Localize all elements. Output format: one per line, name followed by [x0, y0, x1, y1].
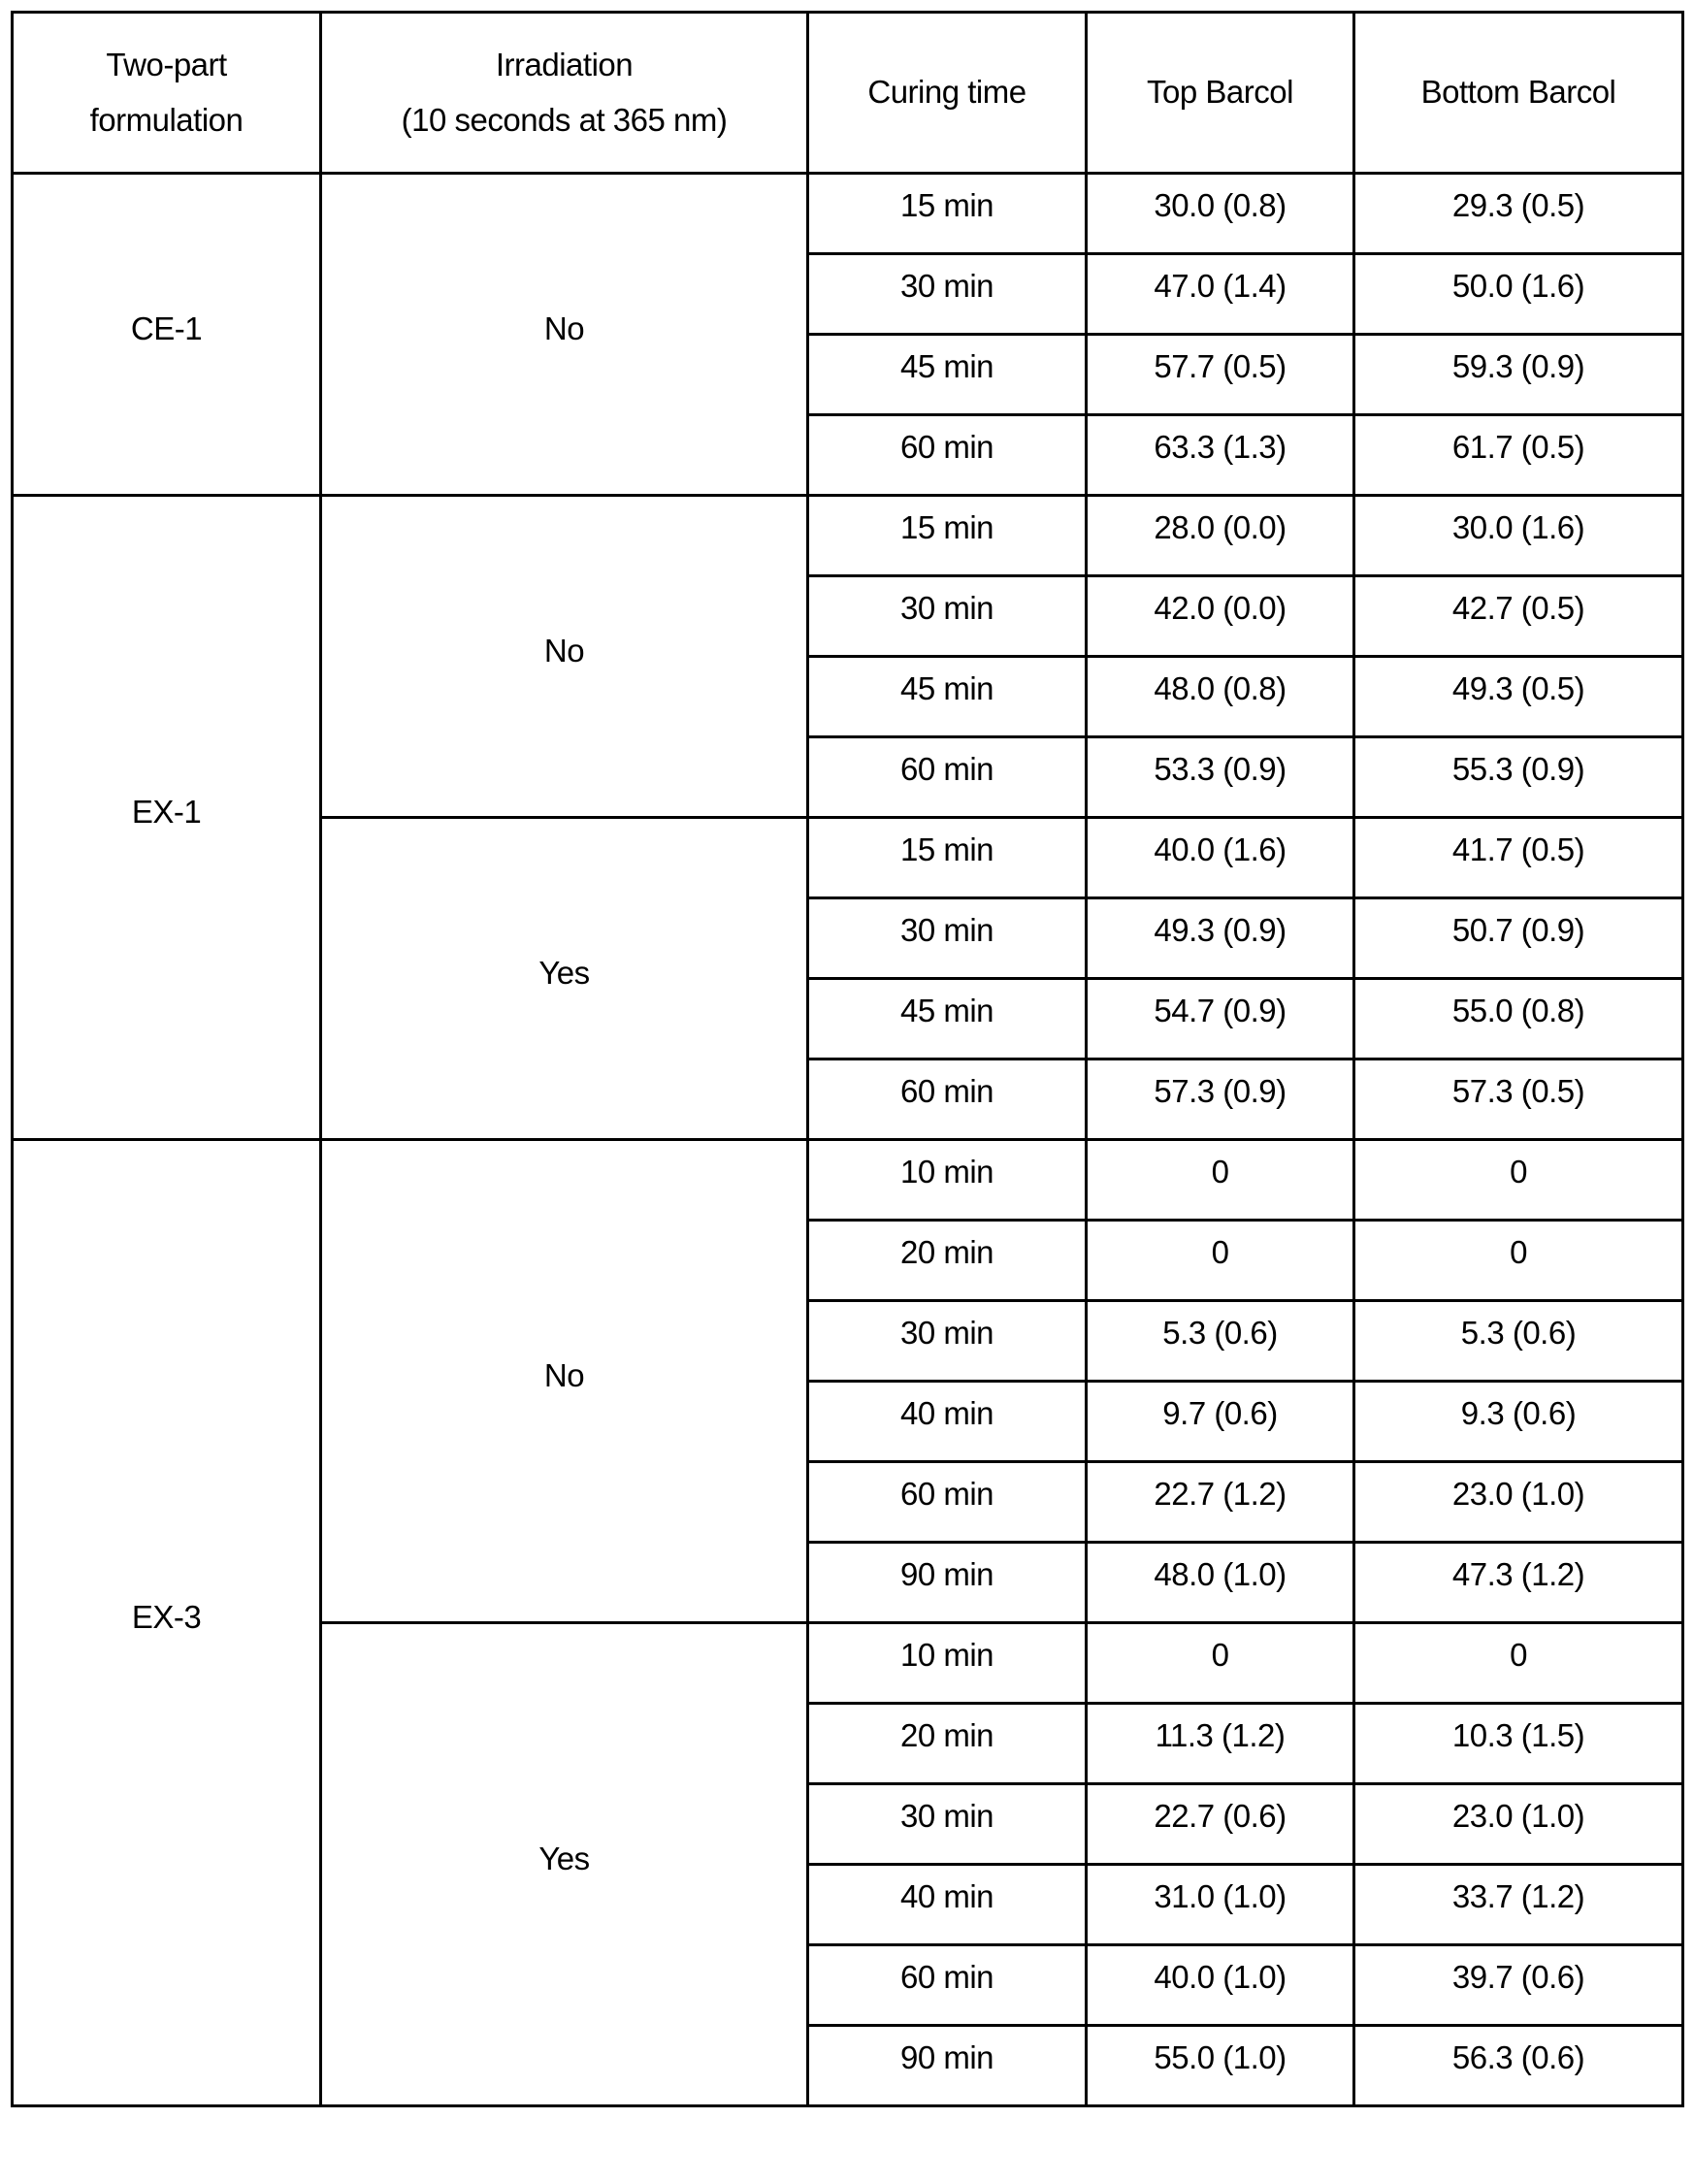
curing-time-value: 45 min: [899, 993, 994, 1028]
table-row: [13, 1140, 1683, 1221]
bottom-barcol-cell: [1354, 1140, 1683, 1221]
top-barcol-cell: [1087, 818, 1354, 898]
bottom-barcol-cell: [1354, 576, 1683, 657]
bottom-barcol-value: 0: [1510, 1154, 1527, 1190]
top-barcol-value: 55.0 (1.0): [1154, 2039, 1287, 2075]
bottom-barcol-cell: [1354, 415, 1683, 496]
irradiation-label: No: [543, 1356, 585, 1393]
curing-time-cell: [808, 898, 1087, 979]
curing-time-cell: [808, 254, 1087, 335]
formulation-cell: [13, 174, 321, 496]
header-bottom-barcol: [1354, 13, 1683, 174]
curing-time-cell: [808, 1623, 1087, 1704]
top-barcol-value: 40.0 (1.0): [1154, 1959, 1287, 1995]
bottom-barcol-value: 50.7 (0.9): [1451, 912, 1585, 948]
curing-time-cell: [808, 1543, 1087, 1623]
bottom-barcol-value: 29.3 (0.5): [1451, 187, 1585, 223]
bottom-barcol-cell: [1354, 1543, 1683, 1623]
header-row: [13, 13, 1683, 174]
bottom-barcol-value: 23.0 (1.0): [1451, 1476, 1585, 1512]
bottom-barcol-value: 56.3 (0.6): [1451, 2039, 1585, 2075]
bottom-barcol-cell: [1354, 818, 1683, 898]
top-barcol-value: 40.0 (1.6): [1154, 831, 1287, 867]
top-barcol-value: 22.7 (0.6): [1154, 1798, 1287, 1834]
curing-time-value: 15 min: [899, 187, 994, 223]
top-barcol-value: 0: [1211, 1154, 1229, 1190]
bottom-barcol-cell: [1354, 1059, 1683, 1140]
header-formulation: [13, 13, 321, 174]
top-barcol-cell: [1087, 1865, 1354, 1945]
top-barcol-value: 49.3 (0.9): [1154, 912, 1287, 948]
formulation-cell: [13, 496, 321, 1140]
bottom-barcol-cell: [1354, 496, 1683, 576]
curing-time-cell: [808, 979, 1087, 1059]
curing-time-cell: [808, 1301, 1087, 1382]
header-bottom-barcol-label: Bottom Barcol: [1420, 74, 1616, 110]
curing-time-value: 40 min: [899, 1878, 994, 1914]
bottom-barcol-cell: [1354, 1623, 1683, 1704]
curing-time-cell: [808, 335, 1087, 415]
curing-time-value: 20 min: [899, 1717, 994, 1753]
top-barcol-value: 31.0 (1.0): [1154, 1878, 1287, 1914]
top-barcol-value: 48.0 (1.0): [1154, 1556, 1287, 1592]
top-barcol-cell: [1087, 1784, 1354, 1865]
curing-time-cell: [808, 576, 1087, 657]
header-top-barcol-label: Top Barcol: [1147, 74, 1293, 110]
curing-time-cell: [808, 1865, 1087, 1945]
bottom-barcol-cell: [1354, 1462, 1683, 1543]
bottom-barcol-cell: [1354, 1945, 1683, 2026]
top-barcol-cell: [1087, 737, 1354, 818]
curing-time-value: 60 min: [899, 1959, 994, 1995]
top-barcol-value: 0: [1211, 1637, 1229, 1673]
curing-time-value: 45 min: [899, 670, 994, 706]
header-irradiation-line1: Irradiation: [495, 46, 634, 82]
irradiation-label: No: [543, 632, 585, 668]
top-barcol-value: 63.3 (1.3): [1154, 429, 1287, 465]
header-formulation-line1: Two-part: [106, 46, 227, 82]
bottom-barcol-value: 57.3 (0.5): [1451, 1073, 1585, 1109]
bottom-barcol-value: 10.3 (1.5): [1451, 1717, 1585, 1753]
bottom-barcol-value: 55.3 (0.9): [1451, 751, 1585, 787]
curing-time-value: 15 min: [899, 509, 994, 545]
top-barcol-value: 0: [1211, 1234, 1229, 1270]
bottom-barcol-value: 33.7 (1.2): [1451, 1878, 1585, 1914]
bottom-barcol-cell: [1354, 174, 1683, 254]
curing-time-cell: [808, 1140, 1087, 1221]
top-barcol-value: 22.7 (1.2): [1154, 1476, 1287, 1512]
bottom-barcol-cell: [1354, 335, 1683, 415]
irradiation-label: No: [543, 310, 585, 346]
bottom-barcol-value: 0: [1510, 1637, 1527, 1673]
bottom-barcol-value: 30.0 (1.6): [1451, 509, 1585, 545]
header-irradiation-line2: (10 seconds at 365 nm): [401, 101, 728, 138]
curing-time-cell: [808, 1059, 1087, 1140]
table-row: [13, 174, 1683, 254]
bottom-barcol-cell: [1354, 979, 1683, 1059]
curing-time-cell: [808, 1462, 1087, 1543]
bottom-barcol-value: 50.0 (1.6): [1451, 268, 1585, 304]
top-barcol-value: 5.3 (0.6): [1162, 1315, 1278, 1351]
curing-time-value: 60 min: [899, 751, 994, 787]
top-barcol-cell: [1087, 174, 1354, 254]
top-barcol-cell: [1087, 1140, 1354, 1221]
top-barcol-value: 42.0 (0.0): [1154, 590, 1287, 626]
barcol-hardness-table: [11, 11, 1684, 2107]
curing-time-value: 10 min: [899, 1637, 994, 1673]
bottom-barcol-cell: [1354, 737, 1683, 818]
top-barcol-value: 48.0 (0.8): [1154, 670, 1287, 706]
curing-time-value: 90 min: [899, 2039, 994, 2075]
irradiation-cell: [321, 1140, 808, 1623]
top-barcol-cell: [1087, 1382, 1354, 1462]
top-barcol-cell: [1087, 1221, 1354, 1301]
top-barcol-cell: [1087, 335, 1354, 415]
formulation-label: CE-1: [130, 310, 203, 346]
header-curing-time-label: Curing time: [867, 74, 1026, 110]
top-barcol-value: 9.7 (0.6): [1162, 1395, 1278, 1431]
top-barcol-cell: [1087, 657, 1354, 737]
bottom-barcol-cell: [1354, 1865, 1683, 1945]
irradiation-cell: [321, 1623, 808, 2106]
curing-time-cell: [808, 415, 1087, 496]
curing-time-value: 60 min: [899, 1073, 994, 1109]
bottom-barcol-value: 9.3 (0.6): [1460, 1395, 1577, 1431]
top-barcol-value: 28.0 (0.0): [1154, 509, 1287, 545]
curing-time-value: 30 min: [899, 590, 994, 626]
curing-time-cell: [808, 1784, 1087, 1865]
bottom-barcol-cell: [1354, 1301, 1683, 1382]
curing-time-cell: [808, 1382, 1087, 1462]
top-barcol-cell: [1087, 898, 1354, 979]
top-barcol-cell: [1087, 1543, 1354, 1623]
curing-time-cell: [808, 1945, 1087, 2026]
curing-time-cell: [808, 657, 1087, 737]
curing-time-value: 30 min: [899, 912, 994, 948]
bottom-barcol-cell: [1354, 1784, 1683, 1865]
header-curing-time: [808, 13, 1087, 174]
curing-time-value: 15 min: [899, 831, 994, 867]
header-top-barcol: [1087, 13, 1354, 174]
curing-time-cell: [808, 496, 1087, 576]
top-barcol-cell: [1087, 496, 1354, 576]
bottom-barcol-cell: [1354, 1704, 1683, 1784]
bottom-barcol-value: 42.7 (0.5): [1451, 590, 1585, 626]
irradiation-cell: [321, 496, 808, 818]
curing-time-value: 60 min: [899, 1476, 994, 1512]
top-barcol-cell: [1087, 2026, 1354, 2106]
header-formulation-line2: formulation: [89, 101, 244, 138]
top-barcol-cell: [1087, 1623, 1354, 1704]
top-barcol-value: 11.3 (1.2): [1155, 1717, 1286, 1753]
curing-time-value: 30 min: [899, 268, 994, 304]
top-barcol-value: 30.0 (0.8): [1154, 187, 1287, 223]
curing-time-value: 20 min: [899, 1234, 994, 1270]
bottom-barcol-cell: [1354, 657, 1683, 737]
irradiation-label: Yes: [538, 1840, 590, 1876]
curing-time-cell: [808, 818, 1087, 898]
bottom-barcol-cell: [1354, 898, 1683, 979]
bottom-barcol-value: 55.0 (0.8): [1451, 993, 1585, 1028]
curing-time-value: 40 min: [899, 1395, 994, 1431]
formulation-label: EX-3: [131, 1598, 202, 1635]
curing-time-value: 30 min: [899, 1315, 994, 1351]
curing-time-cell: [808, 2026, 1087, 2106]
table-row: [13, 496, 1683, 576]
top-barcol-value: 57.7 (0.5): [1154, 348, 1287, 384]
curing-time-cell: [808, 1221, 1087, 1301]
irradiation-label: Yes: [538, 954, 590, 991]
bottom-barcol-value: 0: [1510, 1234, 1527, 1270]
bottom-barcol-value: 23.0 (1.0): [1451, 1798, 1585, 1834]
top-barcol-cell: [1087, 1945, 1354, 2026]
bottom-barcol-cell: [1354, 2026, 1683, 2106]
bottom-barcol-value: 59.3 (0.9): [1451, 348, 1585, 384]
curing-time-value: 60 min: [899, 429, 994, 465]
curing-time-value: 10 min: [899, 1154, 994, 1190]
curing-time-cell: [808, 737, 1087, 818]
top-barcol-value: 54.7 (0.9): [1154, 993, 1287, 1028]
top-barcol-cell: [1087, 576, 1354, 657]
curing-time-value: 45 min: [899, 348, 994, 384]
top-barcol-value: 57.3 (0.9): [1154, 1073, 1287, 1109]
bottom-barcol-value: 41.7 (0.5): [1451, 831, 1585, 867]
bottom-barcol-value: 47.3 (1.2): [1451, 1556, 1585, 1592]
top-barcol-cell: [1087, 1059, 1354, 1140]
bottom-barcol-value: 39.7 (0.6): [1451, 1959, 1585, 1995]
bottom-barcol-value: 5.3 (0.6): [1460, 1315, 1577, 1351]
curing-time-value: 90 min: [899, 1556, 994, 1592]
curing-time-value: 30 min: [899, 1798, 994, 1834]
bottom-barcol-cell: [1354, 1382, 1683, 1462]
top-barcol-cell: [1087, 979, 1354, 1059]
top-barcol-cell: [1087, 254, 1354, 335]
top-barcol-cell: [1087, 1301, 1354, 1382]
bottom-barcol-value: 49.3 (0.5): [1451, 670, 1585, 706]
top-barcol-cell: [1087, 1462, 1354, 1543]
irradiation-cell: [321, 818, 808, 1140]
header-irradiation: [321, 13, 808, 174]
bottom-barcol-cell: [1354, 254, 1683, 335]
top-barcol-cell: [1087, 415, 1354, 496]
top-barcol-value: 53.3 (0.9): [1154, 751, 1287, 787]
bottom-barcol-value: 61.7 (0.5): [1451, 429, 1585, 465]
formulation-label: EX-1: [131, 793, 202, 830]
curing-time-cell: [808, 1704, 1087, 1784]
irradiation-cell: [321, 174, 808, 496]
top-barcol-cell: [1087, 1704, 1354, 1784]
curing-time-cell: [808, 174, 1087, 254]
formulation-cell: [13, 1140, 321, 2106]
bottom-barcol-cell: [1354, 1221, 1683, 1301]
top-barcol-value: 47.0 (1.4): [1154, 268, 1287, 304]
